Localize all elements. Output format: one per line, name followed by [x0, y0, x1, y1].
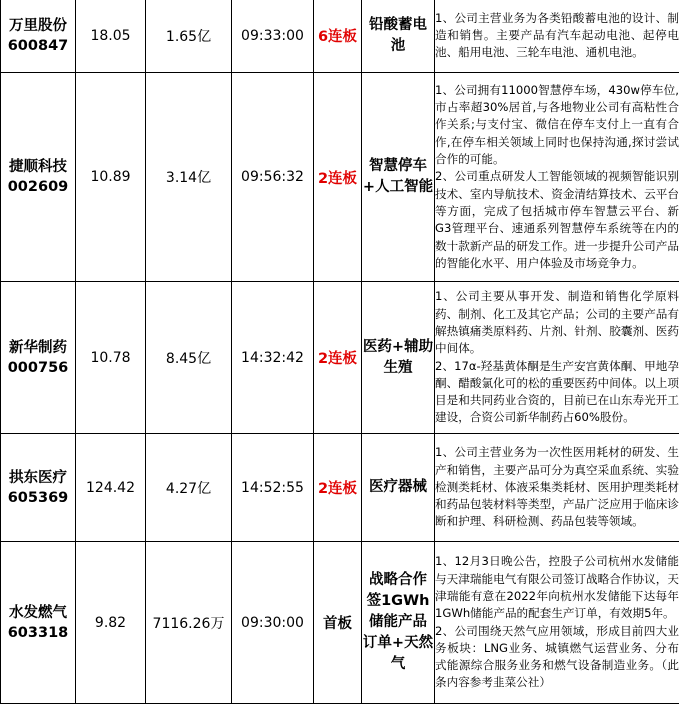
table-row	[1, 434, 679, 542]
price-cell: 10.78	[76, 282, 146, 434]
price-cell: 124.42	[76, 434, 146, 542]
table-row	[1, 0, 679, 73]
description-paragraph: 1、公司主营业务为一次性医用耗材的研发、生产和销售，主要产品可分为真空采血系统、实验检测类耗材、体液采集类耗材、医用护理类耗材和药品包装材料等类型，产品广泛应用于临床诊断和护理、科研检测、药品包装等领域。	[435, 444, 679, 530]
stock-code: 600847	[1, 36, 75, 56]
limit-time-cell: 14:32:42	[232, 282, 314, 434]
description-cell	[435, 434, 679, 542]
table-row	[1, 542, 679, 704]
description-cell	[435, 0, 679, 73]
stock-name: 捷顺科技	[1, 157, 75, 177]
price-cell: 18.05	[76, 0, 146, 73]
description-cell	[435, 282, 679, 434]
description-paragraph: 1、公司拥有11000智慧停车场，430w停车位,市占率超30%居首,与各地物业公司有高粘性合作关系;与支付宝、微信在停车支付上一直有合作,在停车相关领域上同时也保持沟通,探讨尝试合作的可能。	[435, 82, 679, 168]
description-paragraph: 2、17α-羟基黄体酮是生产安宫黄体酮、甲地孕酮、醋酸氯化可的松的重要医药中间体。以上项目是和共同药业合资的，目前已在山东寿光开工建设，合资公司新华制药占60%股份。	[435, 358, 679, 427]
stock-name: 万里股份	[1, 16, 75, 36]
stock-name-cell	[1, 282, 76, 434]
theme-cell: 智慧停车+人工智能	[362, 73, 435, 282]
description-paragraph: 2、公司重点研发人工智能领域的视频智能识别技术、室内导航技术、资金清结算技术、云平台等方面，完成了包括城市停车智慧云平台、新G3管理平台、速通系列智慧停车系统等在内的数十款新产品的研发工作。进一步提升公司产品的智能化水平、用户体验及市场竞争力。	[435, 168, 679, 272]
price-cell: 10.89	[76, 73, 146, 282]
description-paragraph: 1、公司主要从事开发、制造和销售化学原料药、制剂、化工及其它产品；公司的主要产品有解热镇痛类原料药、片剂、针剂、胶囊剂、医药中间体。	[435, 288, 679, 357]
theme-cell: 医疗器械	[362, 434, 435, 542]
stock-name-cell	[1, 73, 76, 282]
price-cell: 9.82	[76, 542, 146, 704]
turnover-cell: 8.45亿	[146, 282, 232, 434]
table-row	[1, 282, 679, 434]
table-row	[1, 73, 679, 282]
limit-time-cell: 14:52:55	[232, 434, 314, 542]
limit-time-cell: 09:56:32	[232, 73, 314, 282]
turnover-cell: 1.65亿	[146, 0, 232, 73]
stock-code: 603318	[1, 623, 75, 643]
board-count-cell: 6连板	[314, 0, 362, 73]
theme-cell: 医药+辅助生殖	[362, 282, 435, 434]
board-count-cell: 2连板	[314, 434, 362, 542]
stock-name-cell	[1, 434, 76, 542]
stock-name-cell	[1, 542, 76, 704]
limit-time-cell: 09:33:00	[232, 0, 314, 73]
turnover-cell: 7116.26万	[146, 542, 232, 704]
description-paragraph: 2、公司围绕天然气应用领域，形成目前四大业务板块：LNG业务、城镇燃气运营业务、分布式能源综合服务业务和燃气设备制造业务。（此条内容参考韭菜公社）	[435, 623, 679, 692]
theme-cell: 铅酸蓄电池	[362, 0, 435, 73]
theme-cell: 战略合作签1GWh储能产品订单+天然气	[362, 542, 435, 704]
stock-name: 水发燃气	[1, 603, 75, 623]
description-cell	[435, 73, 679, 282]
stock-code: 000756	[1, 358, 75, 378]
board-count-cell: 2连板	[314, 282, 362, 434]
description-cell	[435, 542, 679, 704]
board-count-cell: 2连板	[314, 73, 362, 282]
stock-name: 新华制药	[1, 338, 75, 358]
stock-code: 002609	[1, 177, 75, 197]
stock-name: 拱东医疗	[1, 468, 75, 488]
turnover-cell: 4.27亿	[146, 434, 232, 542]
limit-time-cell: 09:30:00	[232, 542, 314, 704]
description-paragraph: 1、公司主营业务为各类铅酸蓄电池的设计、制造和销售。主要产品有汽车起动电池、起停电池、船用电池、三轮车电池、通机电池。	[435, 10, 679, 62]
stock-name-cell	[1, 0, 76, 73]
description-paragraph: 1、12月3日晚公告，控股子公司杭州水发储能与天津瑞能电气有限公司签订战略合作协议，天津瑞能有意在2022年向杭州水发储能下达每年1GWh储能产品的配套生产订单，有效期5年。	[435, 553, 679, 622]
board-count-cell: 首板	[314, 542, 362, 704]
stock-code: 605369	[1, 488, 75, 508]
turnover-cell: 3.14亿	[146, 73, 232, 282]
